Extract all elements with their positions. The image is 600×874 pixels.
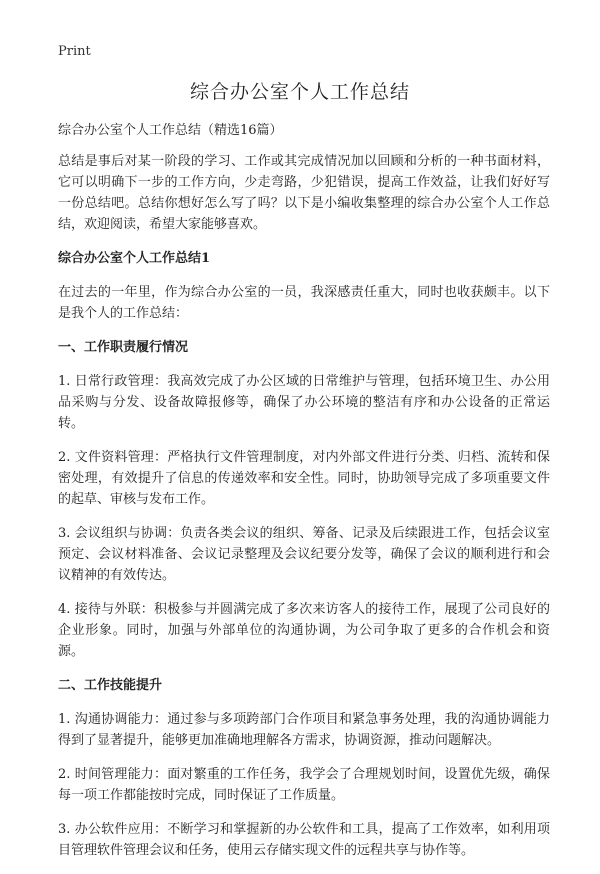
section-heading-duties: 一、工作职责履行情况 <box>58 340 189 355</box>
document-body <box>58 120 550 874</box>
article-heading: 综合办公室个人工作总结1 <box>58 251 211 266</box>
print-link[interactable]: Print <box>58 44 91 59</box>
duty-item: 3. 会议组织与协调：负责各类会议的组织、筹备、记录及后续跟进工作，包括会议室预定、会议材料准备、会议记录整理及会议纪要分发等，确保了会议的顺利进行和会议精神的有效传达。 <box>58 526 550 583</box>
duty-item: 4. 接待与外联：积极参与并圆满完成了多次来访客人的接待工作，展现了公司良好的企业形象。同时，加强与外部单位的沟通协调，为公司争取了更多的合作机会和资源。 <box>58 602 550 659</box>
skill-item: 3. 办公软件应用：不断学习和掌握新的办公软件和工具，提高了工作效率，如利用项目管理软件管理会议和任务，使用云存储实现文件的远程共享与协作等。 <box>58 822 550 858</box>
duty-item: 1. 日常行政管理：我高效完成了办公区域的日常维护与管理，包括环境卫生、办公用品采购与分发、设备故障报修等，确保了办公环境的整洁有序和办公设备的正常运转。 <box>58 374 550 431</box>
duty-item: 2. 文件资料管理：严格执行文件管理制度，对内外部文件进行分类、归档、流转和保密处理，有效提升了信息的传递效率和安全性。同时，协助领导完成了多项重要文件的起草、审核与发布工作。 <box>58 450 550 507</box>
intro-paragraph: 总结是事后对某一阶段的学习、工作或其完成情况加以回顾和分析的一种书面材料，它可以明确下一步的工作方向，少走弯路，少犯错误，提高工作效益，让我们好好写一份总结吧。总结你想好怎么写了吗？以下是小编收集整理的综合办公室个人工作总结，欢迎阅读，希望大家能够喜欢。 <box>58 154 550 232</box>
article-intro-paragraph: 在过去的一年里，作为综合办公室的一员，我深感责任重大，同时也收获颇丰。以下是我个人的工作总结： <box>58 285 550 321</box>
page-title: 综合办公室个人工作总结 <box>189 81 410 103</box>
skill-item: 1. 沟通协调能力：通过参与多项跨部门合作项目和紧急事务处理，我的沟通协调能力得到了显著提升，能够更加准确地理解各方需求，协调资源，推动问题解决。 <box>58 712 550 748</box>
subtitle: 综合办公室个人工作总结（精选16篇） <box>58 123 283 138</box>
skill-item: 2. 时间管理能力：面对繁重的工作任务，我学会了合理规划时间，设置优先级，确保每一项工作都能按时完成，同时保证了工作质量。 <box>58 767 550 803</box>
section-heading-skills: 二、工作技能提升 <box>58 678 163 693</box>
